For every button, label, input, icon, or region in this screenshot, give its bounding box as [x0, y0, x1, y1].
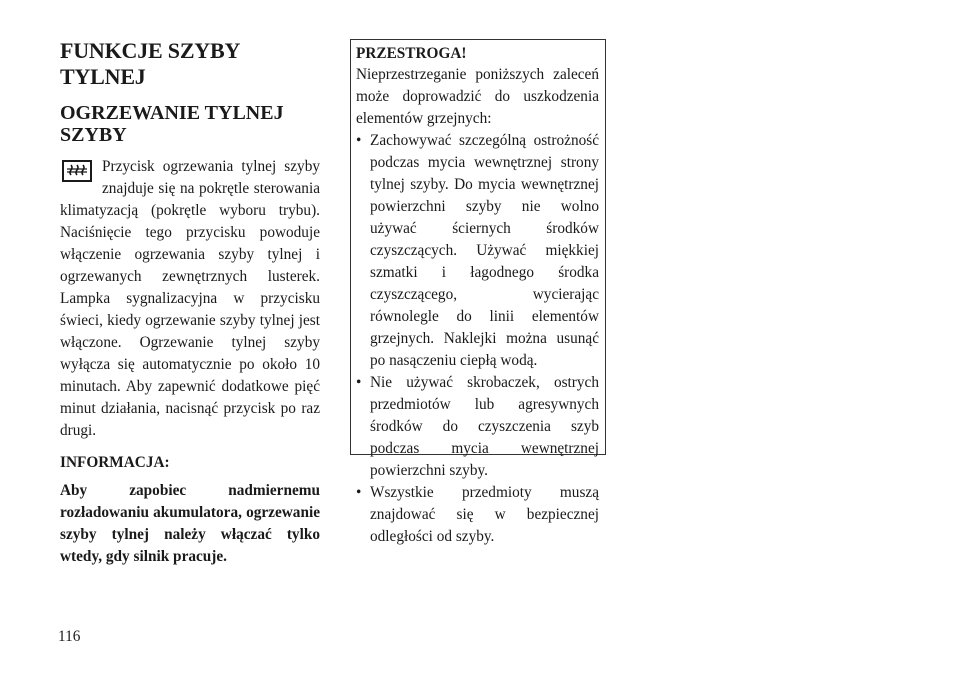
intro-block — [60, 156, 320, 442]
caution-item: • Zachowywać szczególną ostrożność podczas mycia wewnętrznej strony tylnej szyby. Do mycia wewnętrznej powierzchni szyby nie wolno używać ściernych środków czyszczących. Używać miękkiej szmatki i łagodnego środka czyszczącego, wycierając równolegle do linii elementów grzejnych. Naklejki można usunąć po nasączeniu ciepłą wodą. — [356, 130, 599, 372]
caution-heading: PRZESTROGA! — [356, 45, 467, 62]
page-number: 116 — [58, 628, 81, 645]
body-paragraph: Przycisk ogrzewania tylnej szyby znajduje się na pokrętle sterowania klimatyzacją (pokrętle wyboru trybu). Naciśnięcie tego przycisku powoduje włączenie ogrzewania szyby tylnej i ogrzewanych zewnętrznych lusterek. Lampka sygnalizacyjna w przycisku świeci, kiedy ogrzewanie szyby tylnej jest włączone. Ogrzewanie tylnej szyby wyłącza się automatycznie po około 10 minutach. Aby zapewnić dodatkowe pięć minut działania, nacisnąć przycisk po raz drugi. — [60, 158, 320, 439]
caution-intro: Nieprzestrzeganie poniższych zaleceń może doprowadzić do uszkodzenia elementów grzejnych: — [356, 66, 599, 127]
caution-box — [350, 39, 606, 545]
caution-item: • Wszystkie przedmioty muszą znajdować się w bezpiecznej odległości od szyby. — [356, 482, 599, 548]
left-column — [60, 38, 320, 568]
caution-list — [356, 130, 599, 548]
info-text: Aby zapobiec nadmiernemu rozładowaniu akumulatora, ogrzewanie szyby tylnej należy włączać tylko wtedy, gdy silnik pracuje. — [60, 482, 320, 565]
subsection-title: OGRZEWANIE TYLNEJ SZYBY — [60, 102, 284, 146]
rear-defrost-icon-graphic — [64, 162, 90, 180]
caution-item: • Nie używać skrobaczek, ostrych przedmiotów lub agresywnych środków do czyszczenia szyb podczas mycia wewnętrznej powierzchni szyby. — [356, 372, 599, 482]
rear-defrost-icon — [62, 160, 92, 182]
info-heading: INFORMACJA: — [60, 454, 170, 471]
section-title: FUNKCJE SZYBY TYLNEJ — [60, 38, 240, 89]
